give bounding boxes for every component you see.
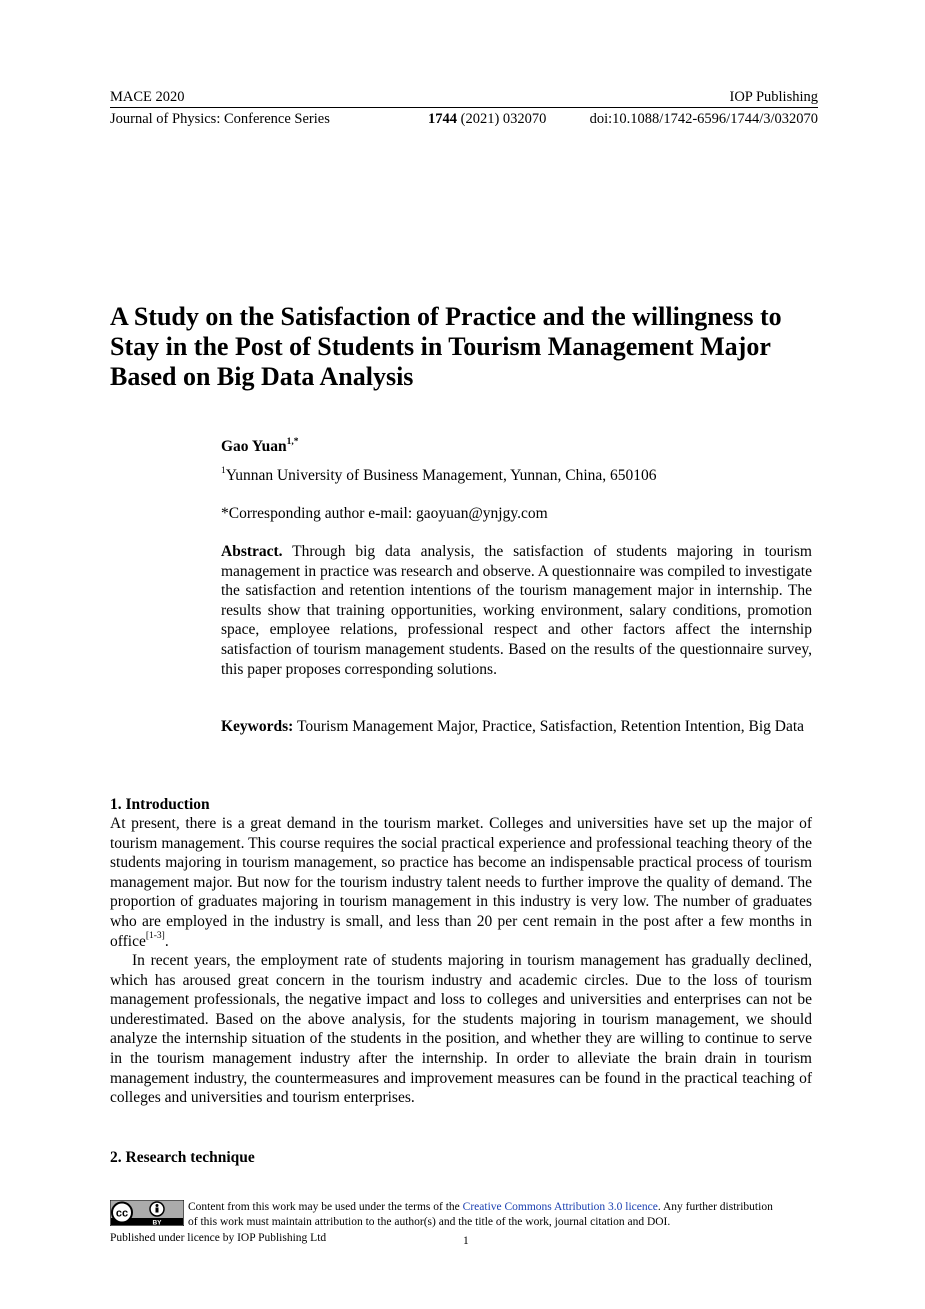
license-pre: Content from this work may be used under the terms of the — [188, 1201, 460, 1213]
license-line-1 — [188, 1200, 818, 1214]
intro-paragraph-2: In recent years, the employment rate of students majoring in tourism management has gradually declined, which has aroused great concern in the tourism industry and academic circles. Due to the loss of tourism management professionals, the negative impact and loss to colleges and universities and enterprises can not be underestimated. Based on the above analysis, for the students majoring in tourism management, we should analyze the internship situation of the students in the position, and whether they are willing to continue to serve in the tourism management industry after the internship. In order to alleviate the brain drain in tourism management industry, the countermeasures and improvement measures can be found in the practical teaching of colleges and universities and tourism enterprises. — [110, 952, 812, 1107]
cc-by-license-icon — [110, 1200, 184, 1226]
header-publisher: IOP Publishing — [729, 89, 818, 105]
header-volume: 1744 — [428, 111, 457, 127]
intro-paragraph-1 — [110, 814, 812, 951]
header-conference: MACE 2020 — [110, 89, 185, 105]
author-sup: 1,* — [286, 436, 299, 447]
abstract-text: Through big data analysis, the satisfaction of students majoring in tourism management in practice was research and observe. A questionnaire was compiled to investigate the satisfaction and retention intentions of the tourism management major in internship. The results show that training opportunities, working environment, salary conditions, promotion space, employee relations, professional respect and other factors affect the internship satisfaction of tourism management students. Based on the results of the questionnaire survey, this paper proposes corresponding solutions. — [221, 543, 812, 678]
keywords-text: Tourism Management Major, Practice, Satisfaction, Retention Intention, Big Data — [296, 718, 805, 735]
license-link[interactable]: Creative Commons Attribution 3.0 licence — [462, 1201, 658, 1213]
intro-p1-end: . — [164, 932, 169, 950]
author-affiliation — [221, 466, 657, 486]
abstract — [221, 542, 812, 679]
paper-title: A Study on the Satisfaction of Practice and the willingness to Stay in the Post of Students in Tourism Management Major Based on Big Data Analysis — [110, 302, 782, 391]
affiliation-text: Yunnan University of Business Management, Yunnan, China, 650106 — [225, 467, 657, 484]
header-citation — [428, 111, 546, 128]
page-number: 1 — [463, 1235, 469, 1247]
license-line-2: of this work must maintain attribution to the author(s) and the title of the work, journal citation and DOI. — [188, 1216, 671, 1228]
keywords — [221, 717, 812, 737]
header-doi: doi:10.1088/1742-6596/1744/3/032070 — [589, 111, 818, 127]
published-under: Published under licence by IOP Publishing Ltd — [110, 1232, 327, 1244]
research-heading: 2. Research technique — [110, 1149, 255, 1166]
by-icon-label: BY — [152, 1219, 162, 1226]
abstract-label: Abstract. — [221, 543, 283, 560]
author-name — [221, 437, 299, 457]
license-post: . Any further distribution — [657, 1201, 773, 1213]
affiliation-sup: 1 — [221, 465, 226, 476]
intro-p1-citation: [1-3] — [145, 931, 165, 942]
header-year-issue: (2021) 032070 — [460, 111, 547, 127]
intro-heading: 1. Introduction — [110, 796, 210, 813]
keywords-label: Keywords: — [221, 718, 294, 735]
corresponding-email: *Corresponding author e-mail: gaoyuan@ynjgy.com — [221, 505, 548, 522]
header-journal: Journal of Physics: Conference Series — [110, 111, 330, 127]
cc-icon-label: cc — [115, 1207, 129, 1220]
intro-p1-text: At present, there is a great demand in the tourism market. Colleges and universities have set up the major of tourism management. This course requires the social practical experience and professional teaching theory of the students majoring in tourism management, so practice has become an indispensable practical process of tourism management major. But now for the tourism industry talent needs to further improve the quality of demand. The proportion of graduates majoring in tourism management in this industry is very low. The number of graduates who are employed in the industry is small, and less than 20 per cent remain in the post after a few months in office — [110, 815, 812, 950]
author-name-text: Gao Yuan — [221, 438, 287, 455]
header-rule — [110, 107, 818, 108]
